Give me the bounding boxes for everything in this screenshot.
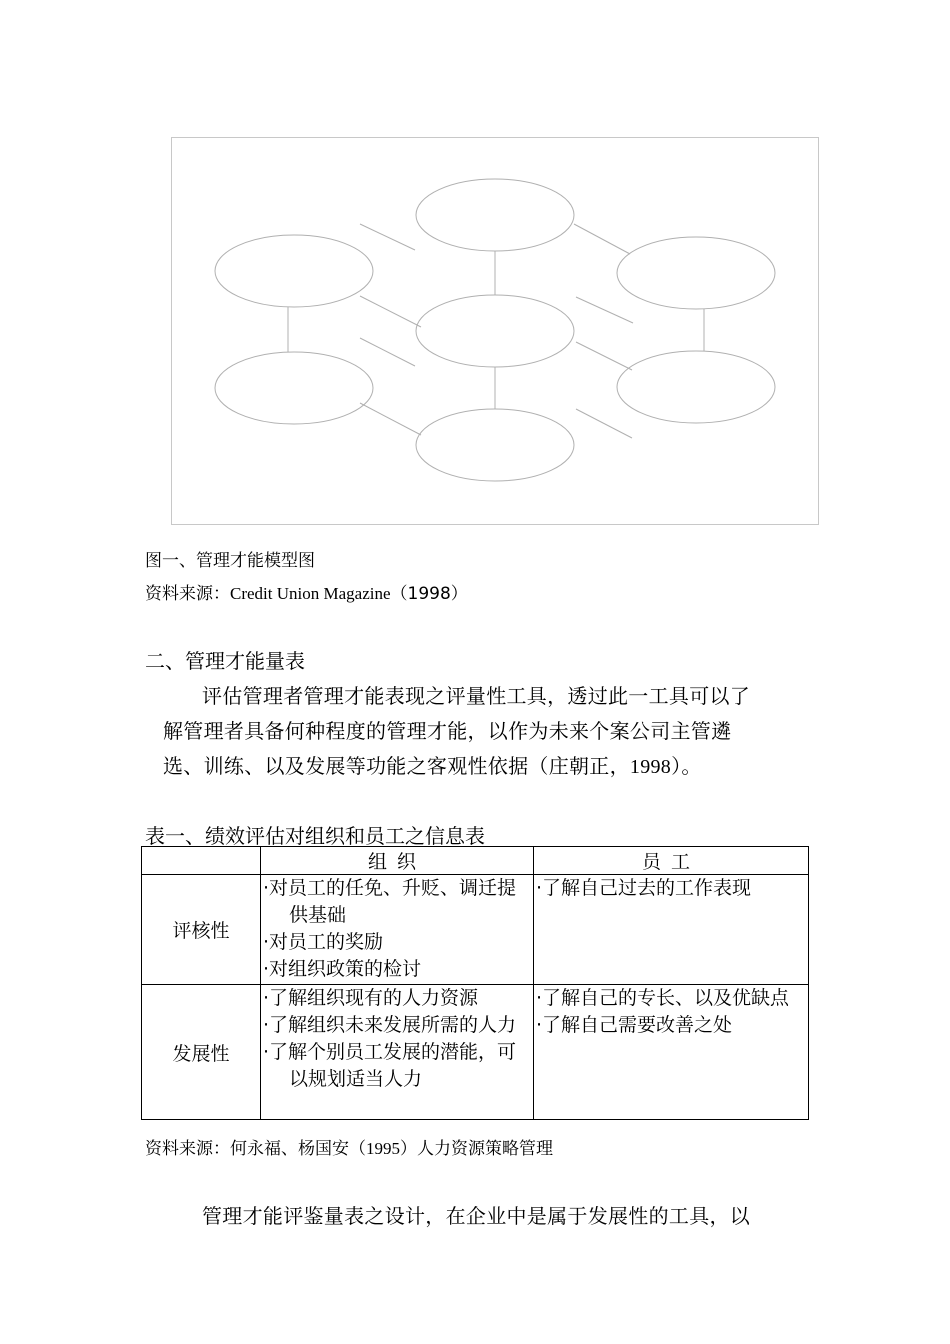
table-header-empty: [142, 847, 261, 875]
ellipse-bottom: [416, 409, 574, 481]
paragraph-line-3: [163, 750, 702, 779]
connector: [576, 297, 633, 323]
table-row: [142, 875, 809, 985]
connector: [360, 403, 421, 435]
list-item: ·了解自己过去的工作表现: [536, 877, 752, 899]
ellipse-lower-right: [617, 351, 775, 423]
paragraph-line-2: 解管理者具备何种程度的管理才能，以作为未来个案公司主管遴: [163, 719, 732, 743]
paragraph-line-3-end: ）。: [671, 754, 702, 778]
figure-source-label: 资料来源：: [145, 584, 230, 604]
figure-source-year: （1998）: [390, 584, 468, 604]
table-row: [142, 985, 809, 1120]
table-header-row: [142, 847, 809, 875]
list-item: ·了解个别员工发展的潜能，可以规划适当人力: [263, 1041, 517, 1090]
section-heading: 二、管理才能量表: [145, 649, 305, 673]
ellipse-lower-left: [215, 352, 373, 424]
list-item: ·了解自己需要改善之处: [536, 1014, 733, 1036]
connector: [576, 409, 632, 438]
row-org-cell: [261, 985, 534, 1120]
table-header-org: 组织: [261, 847, 534, 875]
ellipse-top: [416, 179, 574, 251]
info-table: [141, 846, 809, 1120]
ellipse-upper-left: [215, 235, 373, 307]
figure-source-text: Credit Union Magazine: [230, 584, 391, 603]
row-label: 发展性: [142, 985, 261, 1120]
table-source: 资料来源：何永福、杨国安（1995）人力资源策略管理: [145, 1139, 553, 1159]
paragraph-line-1: 评估管理者管理才能表现之评量性工具，透过此一工具可以了: [202, 684, 751, 708]
ellipse-upper-right: [617, 237, 775, 309]
competency-model-diagram: [171, 137, 819, 525]
table-header-emp: 员工: [534, 847, 809, 875]
list-item: ·了解自己的专长、以及优缺点: [536, 987, 790, 1009]
figure-caption: 图一、管理才能模型图: [145, 551, 315, 571]
row-emp-cell: [534, 875, 809, 985]
list-item: ·对员工的任免、升贬、调迁提供基础: [263, 877, 517, 926]
connector: [360, 224, 415, 250]
connector: [360, 338, 415, 366]
list-item: ·了解组织现有的人力资源: [263, 987, 479, 1009]
closing-paragraph: 管理才能评鉴量表之设计，在企业中是属于发展性的工具，以: [202, 1204, 751, 1228]
figure-source: [145, 579, 468, 604]
connector: [360, 296, 421, 327]
row-emp-cell: [534, 985, 809, 1120]
table-title: 表一、绩效评估对组织和员工之信息表: [145, 824, 485, 848]
connector: [576, 342, 632, 370]
ellipse-center: [416, 295, 574, 367]
diagram-frame: [172, 138, 819, 525]
connector: [574, 224, 630, 254]
list-item: ·对组织政策的检讨: [263, 958, 422, 980]
row-label: 评核性: [142, 875, 261, 985]
paragraph-line-3-text: 选、训练、以及发展等功能之客观性依据（庄朝正，: [163, 754, 630, 778]
paragraph-citation-year: 1998: [629, 756, 672, 778]
row-org-cell: [261, 875, 534, 985]
list-item: ·对员工的奖励: [263, 931, 384, 953]
list-item: ·了解组织未来发展所需的人力: [263, 1014, 517, 1036]
